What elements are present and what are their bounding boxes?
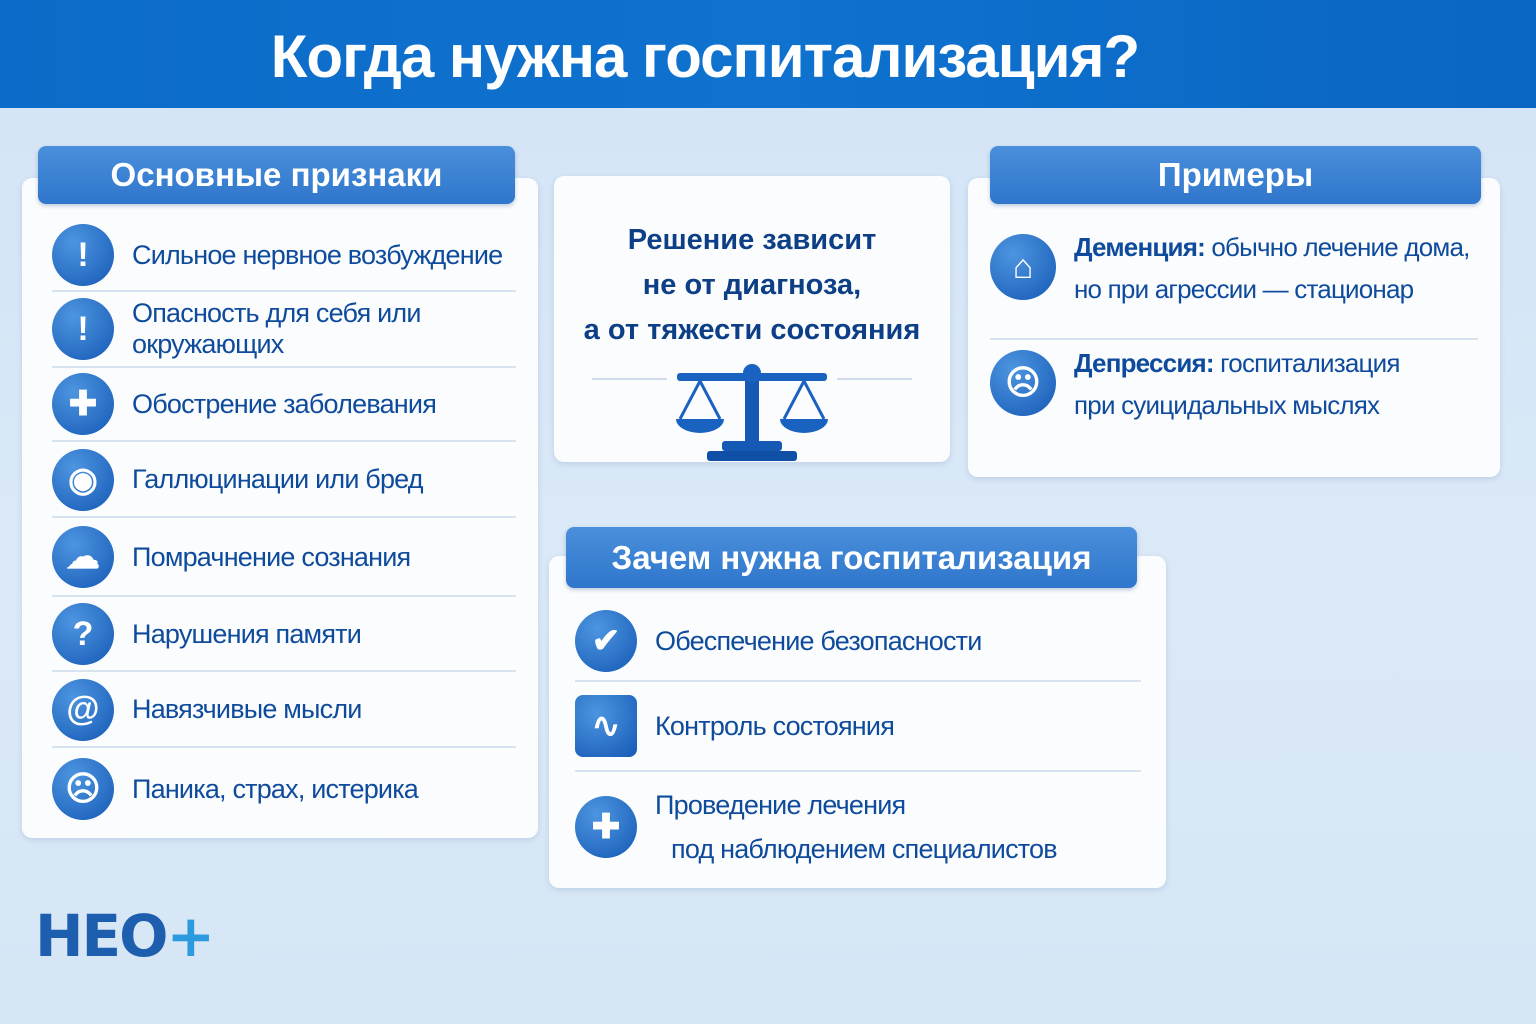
- why-item: [575, 602, 1141, 682]
- example-line: обычно лечение дома,: [1204, 232, 1470, 262]
- sign-label: Сильное нервное возбуждение: [132, 239, 503, 270]
- example-line: госпитализация: [1213, 348, 1400, 378]
- examples-heading: Примеры: [990, 146, 1481, 204]
- sign-item: [52, 749, 516, 829]
- neo-plus-logo: [35, 902, 213, 970]
- medical-cross-icon: ✚: [52, 373, 114, 435]
- sign-label: Опасность для себя или окружающих: [132, 298, 421, 359]
- sign-label: Нарушения памяти: [132, 618, 361, 649]
- signs-heading: Основные признаки: [38, 146, 515, 204]
- why-line: Проведение лечения: [655, 790, 906, 820]
- signs-card: [22, 178, 538, 838]
- scales-icon: [592, 361, 912, 461]
- sign-label: Галлюцинации или бред: [132, 464, 423, 494]
- header-banner: [0, 0, 1536, 108]
- examples-card: [968, 178, 1500, 477]
- example-term: Деменция:: [1074, 232, 1205, 262]
- why-label: [655, 783, 1057, 871]
- example-term: Депрессия:: [1074, 348, 1214, 378]
- head-question-icon: ?: [52, 603, 114, 665]
- shield-check-icon: ✔: [575, 610, 637, 672]
- sign-item: [52, 368, 516, 442]
- why-label: [655, 704, 894, 748]
- sign-item: [52, 673, 516, 748]
- why-item: [575, 772, 1141, 882]
- doctor-medkit-icon: ✚: [575, 796, 637, 858]
- house-medical-icon: ⌂: [990, 234, 1056, 300]
- why-heading: Зачем нужна госпитализация: [566, 527, 1137, 588]
- example-text: [1074, 342, 1400, 426]
- head-eye-icon: ◉: [52, 449, 114, 511]
- logo-plus: +: [166, 902, 214, 970]
- sign-label: Помрачнение сознания: [132, 541, 411, 572]
- sad-face-drop-icon: ☹: [990, 350, 1056, 416]
- decision-line: Решение зависит: [627, 224, 877, 256]
- sign-item: [52, 598, 516, 672]
- logo-text: НЕО: [35, 902, 167, 970]
- warning-triangle-icon: !: [52, 298, 114, 360]
- why-line: под наблюдением специалистов: [671, 834, 1057, 864]
- sign-label: Паника, страх, истерика: [132, 773, 419, 804]
- sign-label: Обострение заболевания: [132, 388, 437, 419]
- head-spiral-icon: @: [52, 679, 114, 741]
- sign-item: [52, 220, 516, 292]
- head-cloud-icon: ☁: [52, 526, 114, 588]
- sign-item: [52, 519, 516, 597]
- decision-card: [554, 176, 950, 462]
- head-panic-icon: ☹: [52, 758, 114, 820]
- why-card: [549, 556, 1166, 888]
- heart-monitor-icon: ∿: [575, 695, 637, 757]
- example-line: но при агрессии — стационар: [1074, 274, 1414, 304]
- why-line: Обеспечение безопасности: [655, 626, 982, 656]
- why-line: Контроль состояния: [655, 711, 895, 741]
- example-item: [990, 226, 1478, 340]
- sign-item: [52, 443, 516, 518]
- alert-burst-icon: !: [52, 224, 114, 286]
- example-item: [990, 342, 1478, 442]
- example-line: при суицидальных мыслях: [1074, 390, 1380, 420]
- why-label: [655, 619, 982, 663]
- sign-item: [52, 292, 516, 368]
- decision-line: не от диагноза,: [642, 269, 862, 301]
- why-item: [575, 682, 1141, 772]
- sign-label: Навязчивые мысли: [132, 694, 362, 724]
- decision-line: а от тяжести состояния: [583, 314, 921, 346]
- example-text: [1074, 226, 1470, 310]
- decision-text: [554, 218, 950, 353]
- page-title: Когда нужна госпитализация?: [270, 23, 1140, 90]
